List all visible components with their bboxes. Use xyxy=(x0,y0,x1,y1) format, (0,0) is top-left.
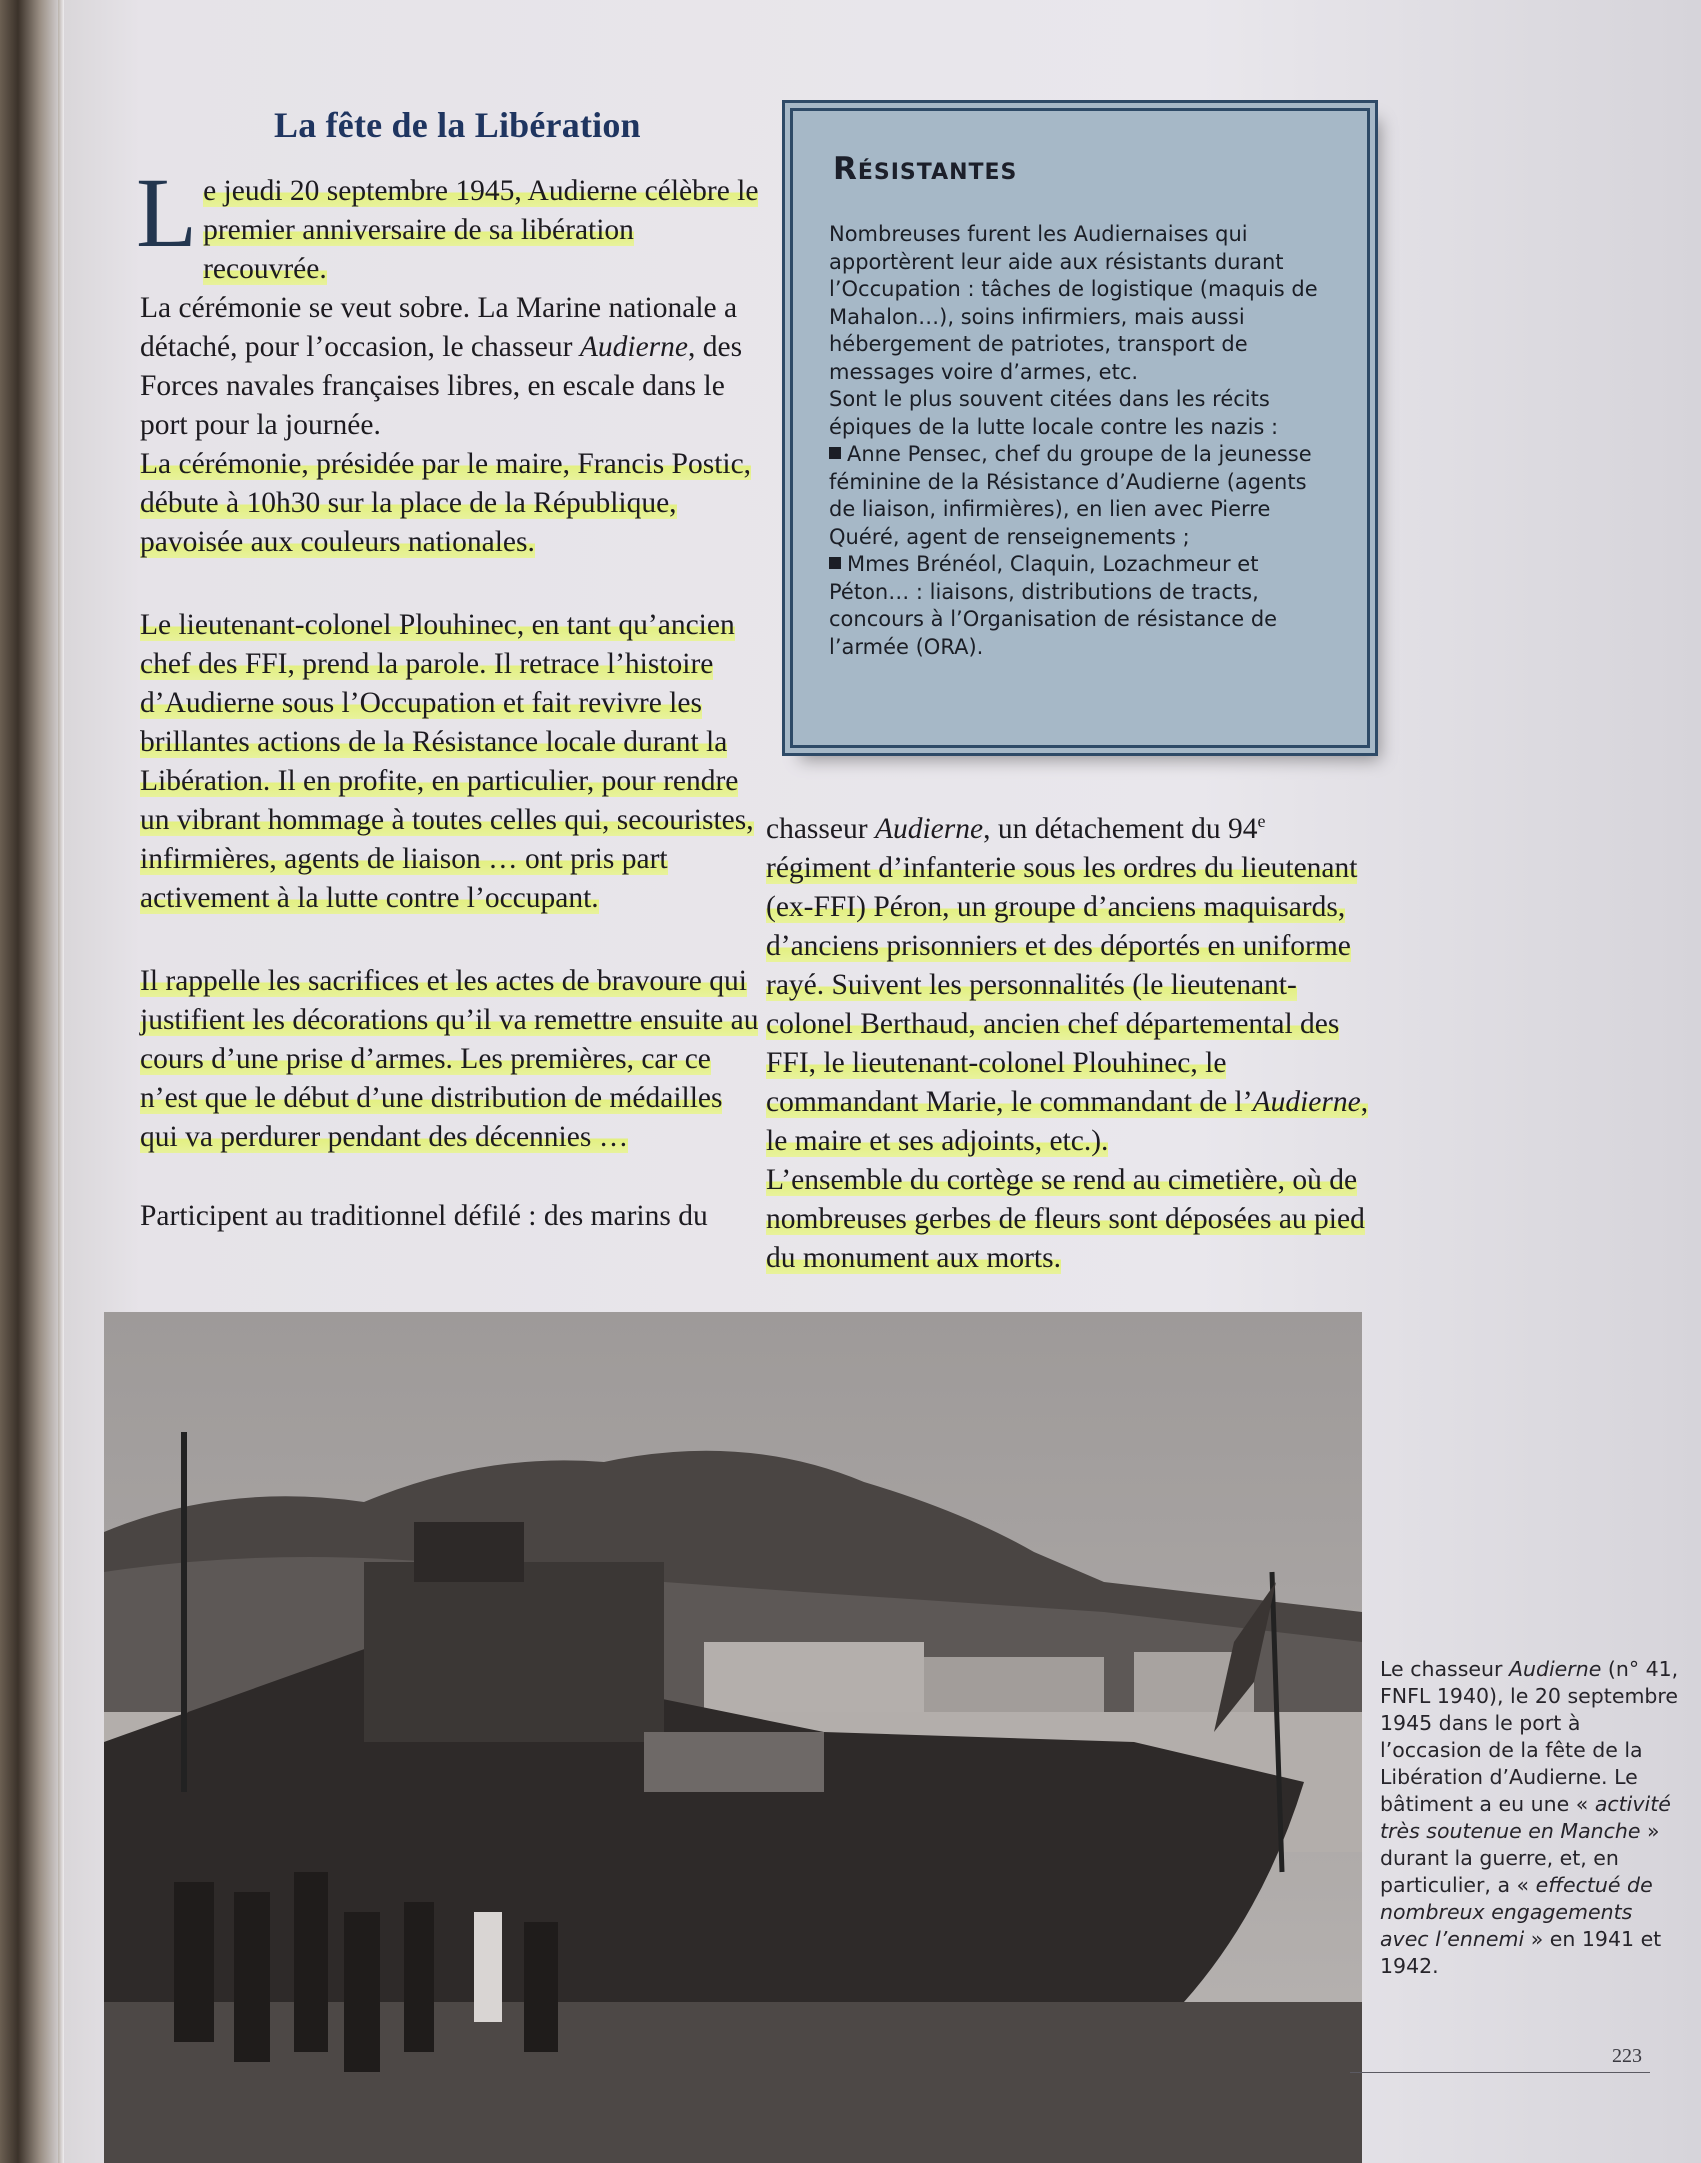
paragraph-cortege: chasseur Audierne, un détachement du 94e régiment d’infanterie sous les ordres du lieutenant (ex-FFI) Péron, un groupe d’anciens maquisards, d’anciens prisonniers et des déportés en uniforme rayé. Suivent les personnalités (le lieutenant-colonel Berthaud, ancien chef départemental des FFI, le lieutenant-colonel Plouhinec, le commandant Marie, le commandant de l’Audierne, le maire et ses adjoints, etc.). xyxy=(766,811,1369,1157)
paragraph-cemetery: L’ensemble du cortège se rend au cimetière, où de nombreuses gerbes de fleurs sont déposées au pied du monument aux morts. xyxy=(766,1163,1365,1274)
sidebar-body xyxy=(829,221,1339,661)
page-edge xyxy=(58,0,64,2163)
left-column xyxy=(136,157,760,1236)
paragraph-mayor: La cérémonie, présidée par le maire, Francis Postic, débute à 10h30 sur la place de la République, pavoisée aux couleurs nationales. xyxy=(140,448,752,558)
resistantes-sidebar xyxy=(790,108,1370,748)
paragraph-sacrifices: Il rappelle les sacrifices et les actes de bravoure qui justifient les décorations qu’il va remettre ensuite au cours d’une prise d’armes. Les premières, car ce n’est que le début d’une distribution de médailles qui va perdurer pendant des décennies … xyxy=(140,965,759,1153)
harbor-photo xyxy=(104,1312,1362,2163)
paragraph-plouhinec: Le lieutenant-colonel Plouhinec, en tant qu’ancien chef des FFI, prend la parole. Il retrace l’histoire d’Audierne sous l’Occupation et fait revivre les brillantes actions de la Résistance locale durant la Libération. Il en profite, en particulier, pour rendre un vibrant hommage à toutes celles qui, secouristes, infirmières, agents de liaison … ont pris part activement à la lutte contre l’occupant. xyxy=(140,609,754,914)
sidebar-title: Résistantes xyxy=(833,151,1018,187)
drop-cap: L xyxy=(136,157,198,268)
sidebar-paragraph-1: Nombreuses furent les Audiernaises qui apportèrent leur aide aux résistants durant l’Occupation : tâches de logistique (maquis de Mahalon…), soins infirmiers, mais aussi hébergement de patriotes, transport de messages voire d’armes, etc. xyxy=(829,222,1318,384)
sidebar-item-1: Anne Pensec, chef du groupe de la jeunesse féminine de la Résistance d’Audierne (agents de liaison, infirmières), en lien avec Pierre Quéré, agent de renseignements ; xyxy=(829,442,1312,549)
page-number: 223 xyxy=(1612,2045,1642,2067)
right-column xyxy=(766,802,1372,1278)
photo-caption: Le chasseur Audierne (n° 41, FNFL 1940), le 20 septembre 1945 dans le port à l’occasion de la fête de la Libération d’Audierne. Le bâtiment a eu une « activité très soutenue en Manche » durant la guerre, et, en particulier, a « effectué de nombreux engagements avec l’ennemi » en 1941 et 1942. xyxy=(1380,1657,1679,1978)
paragraph-ceremony: La cérémonie se veut sobre. La Marine nationale a détaché, pour l’occasion, le chasseur Audierne, des Forces navales françaises libres, en escale dans le port pour la journée. xyxy=(140,292,743,441)
article-title: La fête de la Libération xyxy=(274,105,641,145)
sidebar-item-2: Mmes Brénéol, Claquin, Lozachmeur et Péton… : liaisons, distributions de tracts, concours à l’Organisation de résistance de l’armée (ORA). xyxy=(829,552,1278,659)
intro-text: e jeudi 20 septembre 1945, Audierne célèbre le premier anniversaire de sa libération recouvrée. xyxy=(203,175,759,285)
ship-name: Audierne xyxy=(579,331,688,363)
ship-photo-illustration xyxy=(104,1312,1362,2163)
paragraph-intro xyxy=(136,157,760,289)
footer-rule xyxy=(1350,2072,1650,2073)
paragraph-defile: Participent au traditionnel défilé : des marins du xyxy=(140,1200,708,1232)
sidebar-paragraph-2: Sont le plus souvent citées dans les récits épiques de la lutte locale contre les nazis : xyxy=(829,387,1279,439)
bullet-square-icon xyxy=(829,557,841,569)
bullet-square-icon xyxy=(829,447,841,459)
